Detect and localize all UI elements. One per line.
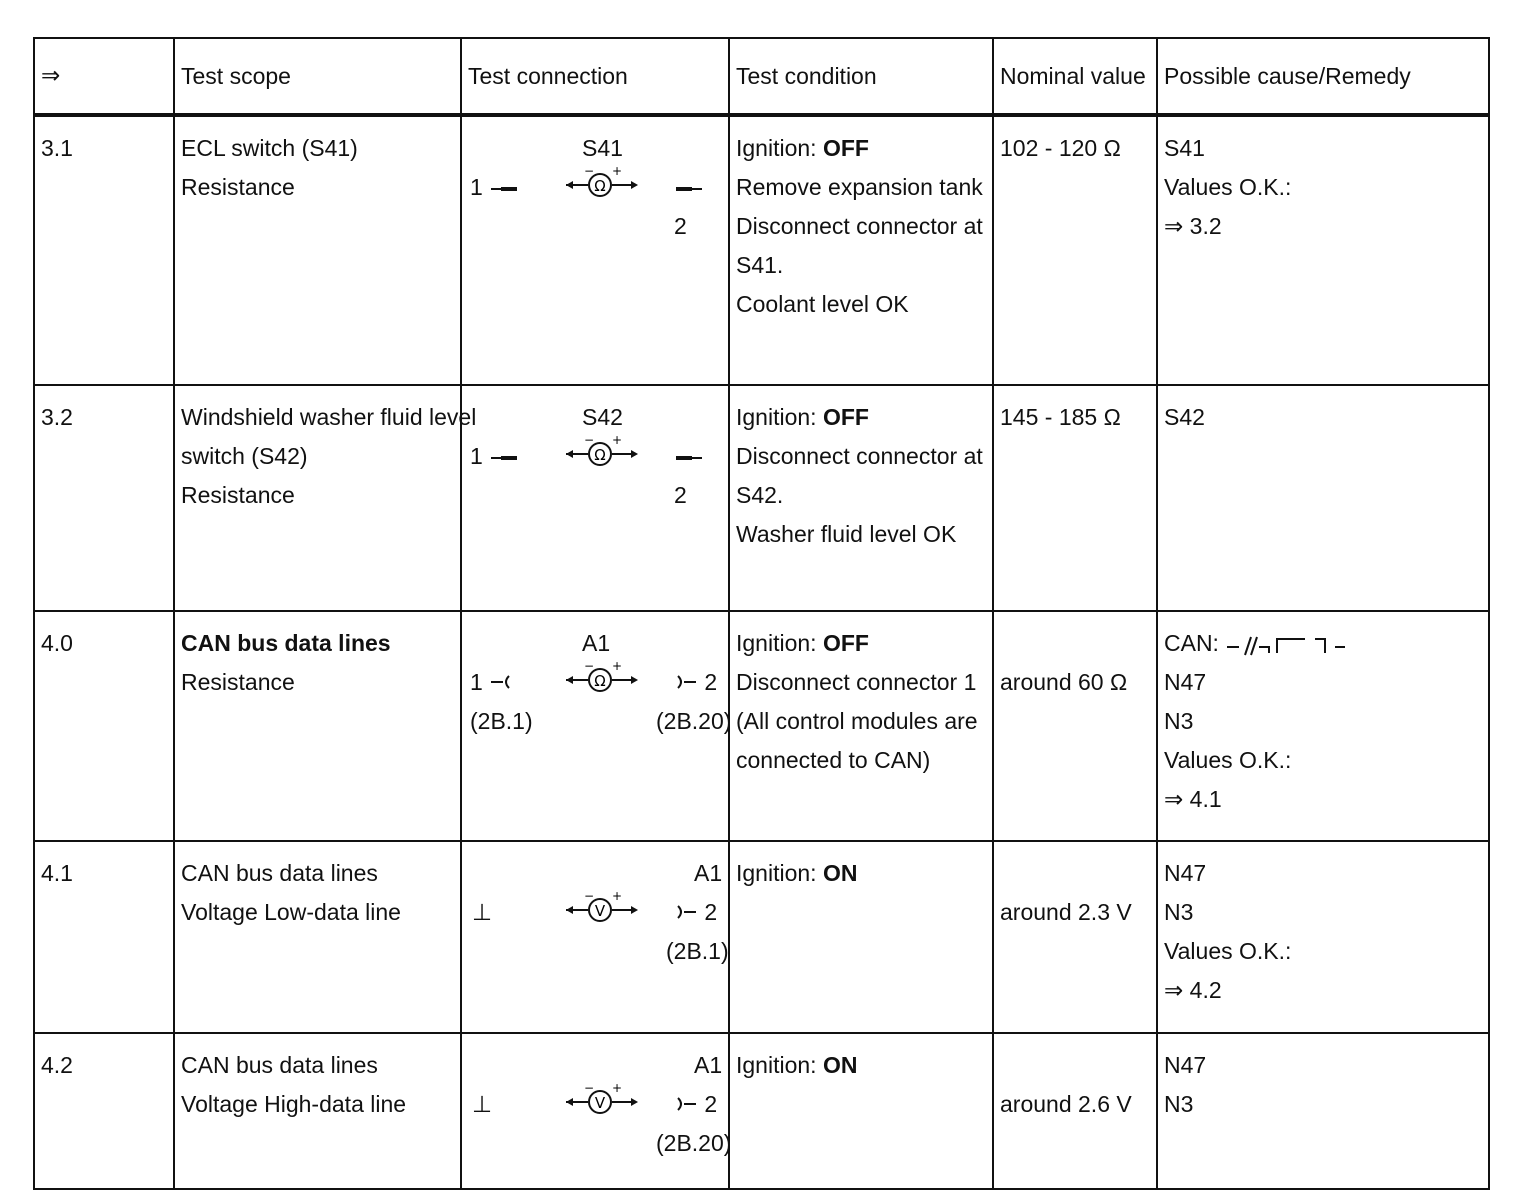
ground-icon: ⊥ [472, 1091, 493, 1117]
header-possible-cause: Possible cause/Remedy [1157, 38, 1489, 115]
can-signal-icon [1225, 633, 1355, 657]
pin-right: 2 [674, 168, 722, 246]
header-test-connection: Test connection [461, 38, 729, 115]
remedy-cell: S42 [1157, 385, 1489, 611]
table-row [34, 115, 1489, 385]
connector-icon [674, 674, 698, 690]
table-row [34, 611, 1489, 841]
pin-right: 2 [674, 893, 717, 932]
svg-text:−: − [584, 167, 595, 178]
nominal-cell: around 2.6 V [993, 1033, 1157, 1189]
header-test-scope: Test scope [174, 38, 461, 115]
connector-icon [674, 1096, 698, 1112]
header-nominal-value: Nominal value [993, 38, 1157, 115]
step-cell: 4.1 [34, 841, 174, 1033]
connector-icon [489, 674, 513, 690]
table-row [34, 841, 1489, 1033]
pin-left: 1 [470, 168, 519, 207]
svg-text:+: + [612, 1084, 623, 1095]
pin-right: 2 [674, 437, 722, 515]
nominal-cell: 102 - 120 Ω [993, 115, 1157, 385]
component-label: S42 [582, 404, 623, 430]
voltmeter-icon [564, 1084, 640, 1118]
voltmeter-diagram [468, 854, 729, 1032]
connection-cell [461, 611, 732, 841]
condition-cell: Ignition: OFF Remove expansion tank Disconnect connector at S41. Coolant level OK [729, 115, 993, 385]
pin-right: 2 [674, 663, 717, 702]
step-cell: 4.0 [34, 611, 174, 841]
ohmmeter-icon [564, 167, 640, 201]
svg-text:−: − [584, 892, 595, 903]
connection-cell [461, 1033, 732, 1189]
ohmmeter-diagram [468, 624, 732, 840]
pin-right-label: (2B.20) [656, 708, 732, 734]
pin-left: 1 [470, 437, 519, 476]
voltmeter-icon [564, 892, 640, 926]
ground-icon: ⊥ [472, 899, 493, 925]
pin-left-label: (2B.1) [470, 708, 533, 734]
test-table [33, 37, 1490, 1190]
svg-text:Ω: Ω [594, 446, 606, 464]
condition-cell: Ignition: OFF Disconnect connector 1 (All control modules are connected to CAN) [729, 611, 993, 841]
connection-cell [461, 115, 729, 385]
nominal-cell: 145 - 185 Ω [993, 385, 1157, 611]
scope-cell: ECL switch (S41) Resistance [174, 115, 461, 385]
pin-right-label: (2B.1) [666, 938, 729, 964]
pin-right: 2 [674, 1085, 717, 1124]
header-test-condition: Test condition [729, 38, 993, 115]
connection-cell [461, 385, 729, 611]
connection-cell [461, 841, 729, 1033]
svg-text:−: − [584, 662, 595, 673]
table-row [34, 1033, 1489, 1189]
component-label: A1 [694, 1052, 723, 1078]
scope-cell: CAN bus data lines Voltage High-data line [174, 1033, 461, 1189]
header-row [34, 38, 1489, 115]
condition-cell: Ignition: ON [729, 1033, 993, 1189]
probe-icon [674, 452, 704, 464]
ohmmeter-icon [564, 662, 640, 696]
nominal-cell: around 60 Ω [993, 611, 1157, 841]
svg-text:+: + [612, 436, 623, 447]
remedy-cell: N47 N3 Values O.K.: ⇒ 4.2 [1157, 841, 1489, 1033]
step-cell: 3.1 [34, 115, 174, 385]
step-cell: 4.2 [34, 1033, 174, 1189]
pin-right-label: (2B.20) [656, 1130, 732, 1156]
probe-icon [489, 452, 519, 464]
remedy-cell: N47 N3 [1157, 1033, 1489, 1189]
component-label: A1 [582, 630, 611, 656]
remedy-cell: S41 Values O.K.: ⇒ 3.2 [1157, 115, 1489, 385]
svg-text:+: + [612, 892, 623, 903]
step-cell: 3.2 [34, 385, 174, 611]
svg-text:+: + [612, 167, 623, 178]
svg-text:−: − [584, 1084, 595, 1095]
remedy-cell: CAN: N47 N3 Values O.K.: ⇒ 4.1 [1157, 611, 1489, 841]
connector-icon [674, 904, 698, 920]
svg-text:Ω: Ω [594, 672, 606, 690]
ohmmeter-diagram [468, 129, 722, 384]
svg-text:V: V [594, 1094, 606, 1112]
svg-text:−: − [584, 436, 595, 447]
voltmeter-diagram [468, 1046, 732, 1188]
pin-left: 1 [470, 663, 513, 702]
component-label: S41 [582, 135, 623, 161]
scope-cell: CAN bus data lines Voltage Low-data line [174, 841, 461, 1033]
ohmmeter-diagram [468, 398, 722, 610]
svg-text:V: V [594, 902, 606, 920]
header-arrow: ⇒ [34, 38, 174, 115]
scope-cell: CAN bus data lines Resistance [174, 611, 461, 841]
svg-text:Ω: Ω [594, 177, 606, 195]
table-row [34, 385, 1489, 611]
probe-icon [489, 183, 519, 195]
scope-cell: Windshield washer fluid level switch (S42) Resistance [174, 385, 461, 611]
probe-icon [674, 183, 704, 195]
svg-text:+: + [612, 662, 623, 673]
component-label: A1 [694, 860, 723, 886]
ohmmeter-icon [564, 436, 640, 470]
condition-cell: Ignition: OFF Disconnect connector at S42. Washer fluid level OK [729, 385, 993, 611]
nominal-cell: around 2.3 V [993, 841, 1157, 1033]
condition-cell: Ignition: ON [729, 841, 993, 1033]
